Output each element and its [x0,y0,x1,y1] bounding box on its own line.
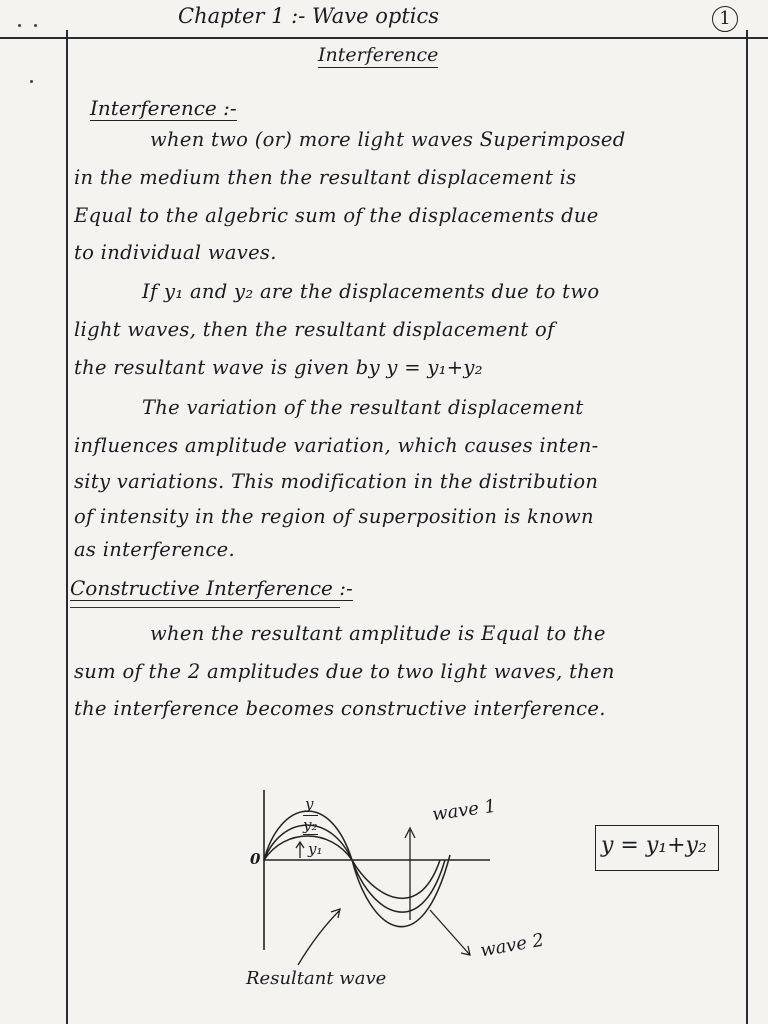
label-y: y [305,795,314,813]
paragraph-line: when the resultant amplitude is Equal to the [150,622,606,645]
label-wave2: wave 2 [478,929,546,962]
page-number: 1 [712,6,738,32]
paragraph-line: light waves, then the resultant displacement of [74,318,555,341]
label-resultant-wave: Resultant wave [246,968,387,989]
resultant-pointer [298,910,340,965]
wave-1-curve [264,836,440,898]
section-heading-constructive: Constructive Interference :- [70,576,353,600]
paragraph-line: the interference becomes constructive interference. [74,697,606,720]
formula-text: y = y₁+y₂ [601,833,707,858]
paragraph-line: The variation of the resultant displacement [142,396,584,419]
paragraph-line: influences amplitude variation, which causes inten- [74,434,599,457]
label-y1: y₁ [308,840,323,858]
paragraph-line: sity variations. This modification in the distribution [74,470,599,493]
paragraph-line: to individual waves. [74,241,277,264]
paragraph-line: of intensity in the region of superposition is known [74,505,594,528]
paragraph-line: the resultant wave is given by y = y₁+y₂ [74,356,483,379]
page-title: Interference [318,44,439,66]
paragraph-line: Equal to the algebric sum of the displacements due [74,204,599,227]
label-y2: y₂ [303,816,318,834]
paragraph-line: If y₁ and y₂ are the displacements due to two [142,280,600,303]
chapter-heading: Chapter 1 :- Wave optics [178,4,440,28]
arrowhead [331,909,340,918]
paragraph-line: as interference. [74,538,235,561]
label-origin: 0 [250,850,261,868]
wave2-pointer [430,910,470,955]
label-wave1: wave 1 [430,795,498,826]
paragraph-line: when two (or) more light waves Superimposed [150,128,626,151]
paragraph-line: sum of the 2 amplitudes due to two light waves, then [74,660,615,683]
section-heading-interference: Interference :- [90,96,237,120]
paragraph-line: in the medium then the resultant displacement is [74,166,577,189]
